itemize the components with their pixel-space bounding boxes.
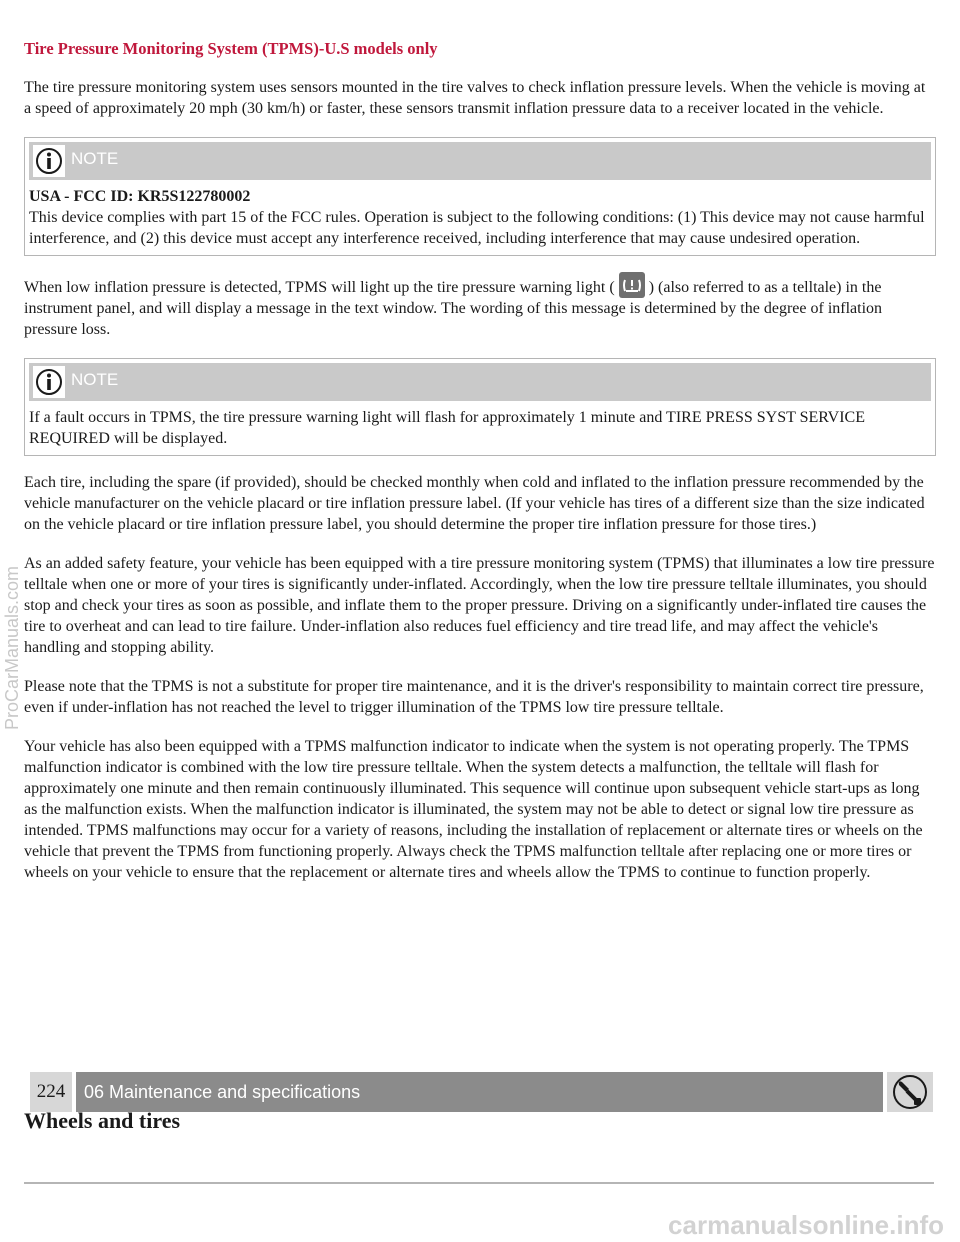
warning-text-after: ) (also referred to as a telltale) in the instrument panel, and will display a message in the text window. The wording of this message is determined by the degree of inflation pressure loss.: [24, 279, 883, 338]
info-icon: [33, 366, 65, 398]
body-paragraph: Please note that the TPMS is not a substitute for proper tire maintenance, and it is the driver's responsibility to maintain correct tire pressure, even if under-inflation has not reached the level to trigger illumination of the TPMS low tire pressure telltale.: [24, 678, 924, 716]
fcc-id: USA - FCC ID: KR5S122780002: [29, 188, 251, 205]
section-title: Tire Pressure Monitoring System (TPMS)-U.S models only: [24, 39, 438, 58]
note-body: [25, 180, 935, 255]
intro-paragraph: The tire pressure monitoring system uses sensors mounted in the tire valves to check inflation pressure levels. When the vehicle is moving at a speed of approximately 20 mph (30 km/h) or faster, these sensors transmit inflation pressure data to a receiver located in the vehicle.: [24, 79, 926, 117]
body-paragraph: As an added safety feature, your vehicle has been equipped with a tire pressure monitoring system (TPMS) that illuminates a low tire pressure telltale when one or more of your tires is significantly under-inflated. Accordingly, when the low tire pressure telltale illuminates, you should stop and check your tires as soon as possible, and inflate them to the proper pressure. Driving on a significantly under-inflated tire causes the tire to overheat and can lead to tire failure. Under-inflation also reduces fuel efficiency and tire tread life, and may affect the vehicle's handling and stopping ability.: [24, 555, 935, 656]
info-icon: [33, 145, 65, 177]
note-header: [29, 363, 931, 401]
warning-text-before: When low inflation pressure is detected, TPMS will light up the tire pressure warning light (: [24, 279, 615, 296]
note-header: [29, 142, 931, 180]
left-watermark: [0, 500, 22, 730]
body-paragraph: Your vehicle has also been equipped with a TPMS malfunction indicator to indicate when the system is not operating properly. The TPMS malfunction indicator is combined with the low tire pressure telltale. When the system detects a malfunction, the telltale will flash for approximately one minute and then remain continuously illuminated. This sequence will continue upon subsequent vehicle start-ups as long as the malfunction exists. When the malfunction indicator is illuminated, the system may not be able to detect or signal low tire pressure as intended. TPMS malfunctions may occur for a variety of reasons, including the installation of replacement or alternate tires or wheels on the vehicle that prevent the TPMS from functioning properly. Always check the TPMS malfunction telltale after replacing one or more tires or wheels on your vehicle to ensure that the replacement or alternate tires and wheels allow the TPMS to continue to function properly.: [24, 738, 923, 881]
left-watermark-text: ProCarManuals.com: [2, 565, 22, 730]
divider: [24, 1182, 934, 1184]
bottom-watermark: carmanualsonline.info: [668, 1210, 944, 1240]
tire-pressure-warning-icon: [619, 272, 645, 298]
next-section-title: Wheels and tires: [24, 1108, 181, 1133]
note-label: NOTE: [71, 370, 119, 389]
note-box-fcc: [24, 137, 936, 256]
note-label: NOTE: [71, 149, 119, 168]
chapter-title: 06 Maintenance and specifications: [76, 1072, 883, 1112]
note-box-fault: [24, 358, 936, 456]
chapter-icon-box: [887, 1072, 933, 1112]
page-number: 224: [30, 1072, 72, 1112]
body-paragraph: Each tire, including the spare (if provided), should be checked monthly when cold and inflated to the inflation pressure recommended by the vehicle manufacturer on the vehicle placard or tire inflation pressure label. (If your vehicle has tires of a different size than the size indicated on the vehicle placard or tire inflation pressure label, you should determine the proper tire inflation pressure for those tires.): [24, 474, 925, 533]
wrench-icon: [887, 1072, 933, 1112]
note-text: If a fault occurs in TPMS, the tire pressure warning light will flash for approximately 1 minute and TIRE PRESS SYST SERVICE REQUIRED will be displayed.: [29, 409, 865, 447]
note-body: [25, 401, 935, 455]
note-text: This device complies with part 15 of the FCC rules. Operation is subject to the following conditions: (1) This device may not cause harmful interference, and (2) this device must accept any interference received, including interference that may cause undesired operation.: [29, 209, 925, 247]
page-content: [24, 38, 936, 901]
warning-light-paragraph: [24, 272, 936, 340]
